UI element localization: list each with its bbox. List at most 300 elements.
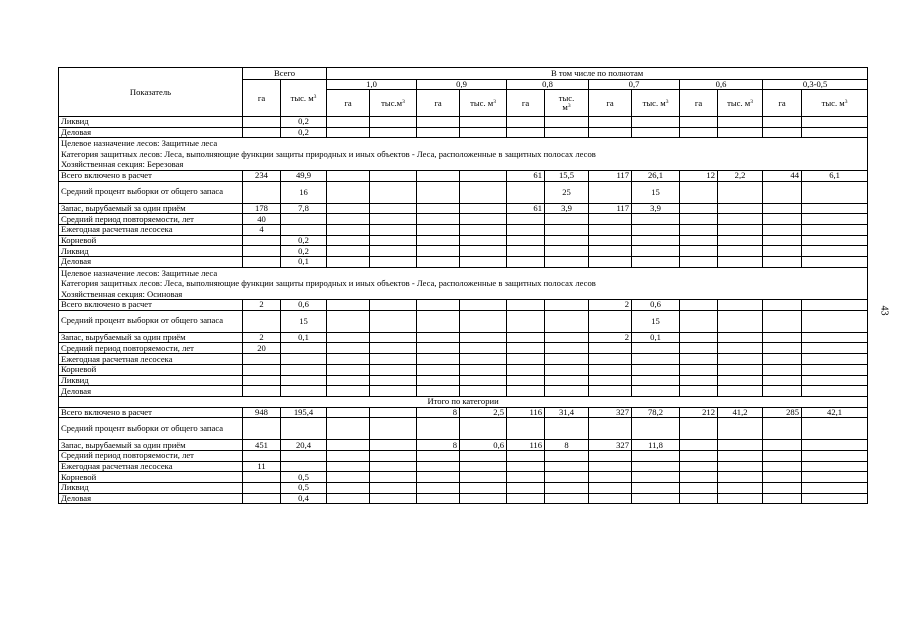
cell-total-m3: 15 [281, 310, 327, 332]
cell-d10-ha [327, 375, 370, 386]
section-header-row [59, 138, 868, 170]
header-1-0-ha: га [327, 90, 370, 117]
cell-d06-ha [680, 343, 718, 354]
cell-d035-ha [763, 127, 802, 138]
header-0-9-m3: тыс. $м^3$ [460, 90, 507, 117]
cell-d10-m3 [370, 235, 417, 246]
cell-d06-m3 [718, 386, 763, 397]
cell-d08-m3 [545, 461, 589, 472]
cell-d09-ha [417, 300, 460, 311]
header-density-0-7: 0,7 [589, 80, 680, 90]
cell-d035-m3 [802, 354, 868, 365]
cell-d07-ha: 117 [589, 203, 632, 214]
cell-total-m3 [281, 354, 327, 365]
cell-d09-m3 [460, 170, 507, 181]
cell-d10-ha [327, 472, 370, 483]
cell-d08-m3: 15,5 [545, 170, 589, 181]
table-row [59, 450, 868, 461]
table-row [59, 364, 868, 375]
table-row [59, 203, 868, 214]
cell-d06-m3 [718, 483, 763, 494]
cell-d10-m3 [370, 310, 417, 332]
cell-total-ha: 11 [243, 461, 281, 472]
cell-d035-m3 [802, 440, 868, 451]
page-number: 43 [878, 305, 890, 316]
cell-d10-ha [327, 440, 370, 451]
cell-d035-ha [763, 461, 802, 472]
cell-d06-m3 [718, 127, 763, 138]
cell-d035-ha [763, 203, 802, 214]
cell-d10-m3 [370, 127, 417, 138]
cell-total-m3: 49,9 [281, 170, 327, 181]
row-label: Запас, вырубаемый за один приём [59, 440, 243, 451]
cell-total-m3: 0,5 [281, 483, 327, 494]
cell-d07-m3 [632, 386, 680, 397]
cell-d09-m3 [460, 461, 507, 472]
cell-d09-ha: 8 [417, 440, 460, 451]
cell-d09-ha [417, 343, 460, 354]
cell-d09-ha [417, 310, 460, 332]
cell-d08-ha [507, 214, 545, 225]
cell-d08-m3 [545, 224, 589, 235]
cell-d08-ha [507, 300, 545, 311]
section-header [59, 138, 868, 170]
cell-total-ha: 451 [243, 440, 281, 451]
cell-d035-m3 [802, 300, 868, 311]
cell-d09-ha: 8 [417, 407, 460, 418]
cell-d06-m3 [718, 117, 763, 128]
cell-d06-ha [680, 354, 718, 365]
table-row [59, 214, 868, 225]
cell-d10-m3 [370, 493, 417, 504]
cell-d10-ha [327, 203, 370, 214]
cell-d06-ha: 212 [680, 407, 718, 418]
cell-d07-ha [589, 450, 632, 461]
cell-total-m3 [281, 450, 327, 461]
cell-d09-ha [417, 386, 460, 397]
cell-d07-m3: 15 [632, 181, 680, 203]
cell-d09-ha [417, 483, 460, 494]
cell-d035-ha [763, 310, 802, 332]
cell-d07-m3: 3,9 [632, 203, 680, 214]
cell-d09-ha [417, 214, 460, 225]
cell-d07-ha: 327 [589, 440, 632, 451]
cell-d035-m3 [802, 375, 868, 386]
cell-total-m3: 0,2 [281, 235, 327, 246]
row-label: Ежегодная расчетная лесосека [59, 461, 243, 472]
section-category: Категория защитных лесов: Леса, выполняющие функции защиты природных и иных объектов - Леса, расположенные в защитных полосах лесов [61, 278, 596, 289]
cell-d07-m3 [632, 354, 680, 365]
cell-d07-m3: 0,6 [632, 300, 680, 311]
cell-d035-ha [763, 235, 802, 246]
cell-total-m3: 0,6 [281, 300, 327, 311]
row-label: Запас, вырубаемый за один приём [59, 203, 243, 214]
cell-total-ha: 40 [243, 214, 281, 225]
cell-d06-m3 [718, 256, 763, 267]
cell-d08-ha [507, 483, 545, 494]
table-row [59, 170, 868, 181]
cell-total-m3 [281, 386, 327, 397]
cell-d09-m3 [460, 375, 507, 386]
cell-d08-ha [507, 127, 545, 138]
cell-total-ha [243, 256, 281, 267]
cell-d06-m3 [718, 343, 763, 354]
cell-d06-ha [680, 256, 718, 267]
table-row [59, 483, 868, 494]
cell-d08-m3 [545, 127, 589, 138]
cell-total-ha: 20 [243, 343, 281, 354]
cell-d09-ha [417, 235, 460, 246]
cell-d09-m3 [460, 483, 507, 494]
table-row [59, 472, 868, 483]
header-0-3-0-5-m3: тыс. $м^3$ [802, 90, 868, 117]
cell-d035-m3 [802, 181, 868, 203]
header-density-0-6: 0,6 [680, 80, 763, 90]
cell-d035-ha [763, 246, 802, 257]
cell-d09-ha [417, 246, 460, 257]
cell-d08-ha: 116 [507, 407, 545, 418]
cell-d07-ha [589, 181, 632, 203]
cell-d08-ha [507, 418, 545, 440]
cell-d09-m3 [460, 224, 507, 235]
cell-total-m3: 0,2 [281, 117, 327, 128]
cell-d10-ha [327, 407, 370, 418]
cell-d10-m3 [370, 256, 417, 267]
cell-d06-ha [680, 214, 718, 225]
cell-total-m3 [281, 364, 327, 375]
cell-d07-ha [589, 483, 632, 494]
cell-d07-ha [589, 418, 632, 440]
header-density-0-9: 0,9 [417, 80, 507, 90]
cell-d08-m3 [545, 117, 589, 128]
cell-d07-m3: 11,8 [632, 440, 680, 451]
header-density-0-3-0-5: 0,3-0,5 [763, 80, 868, 90]
cell-d08-ha [507, 375, 545, 386]
cell-d10-ha [327, 300, 370, 311]
cell-d06-m3 [718, 310, 763, 332]
cell-d035-ha [763, 450, 802, 461]
cell-d08-m3: 8 [545, 440, 589, 451]
cell-d035-m3 [802, 224, 868, 235]
section-name: Хозяйственная секция: Березовая [61, 159, 184, 170]
cell-d035-ha [763, 375, 802, 386]
cell-d08-m3 [545, 343, 589, 354]
cell-d09-m3: 0,6 [460, 440, 507, 451]
cell-d09-m3 [460, 214, 507, 225]
cell-total-ha [243, 310, 281, 332]
cell-d07-ha [589, 235, 632, 246]
cell-d035-ha [763, 256, 802, 267]
cell-d08-m3: 3,9 [545, 203, 589, 214]
cell-total-ha [243, 117, 281, 128]
header-total-ha: га [243, 80, 281, 117]
cell-d10-ha [327, 224, 370, 235]
cell-d035-m3 [802, 117, 868, 128]
cell-d035-m3 [802, 461, 868, 472]
cell-d035-ha [763, 493, 802, 504]
cell-d08-m3 [545, 354, 589, 365]
section-name: Хозяйственная секция: Осиновая [61, 288, 183, 299]
cell-d08-ha [507, 332, 545, 343]
cell-d06-ha [680, 472, 718, 483]
cell-d10-m3 [370, 418, 417, 440]
cell-total-ha [243, 127, 281, 138]
row-label: Средний процент выборки от общего запаса [59, 181, 243, 203]
cell-d07-m3 [632, 364, 680, 375]
row-label: Ликвид [59, 117, 243, 128]
cell-d06-ha [680, 375, 718, 386]
cell-d07-ha [589, 127, 632, 138]
cell-d08-m3 [545, 300, 589, 311]
cell-d035-m3 [802, 127, 868, 138]
table-row [59, 343, 868, 354]
cell-total-m3: 0,2 [281, 246, 327, 257]
cell-d035-ha [763, 214, 802, 225]
cell-d07-ha [589, 256, 632, 267]
cell-d10-m3 [370, 343, 417, 354]
cell-d08-ha [507, 461, 545, 472]
cell-total-m3 [281, 343, 327, 354]
cell-d10-m3 [370, 332, 417, 343]
cell-d035-m3 [802, 493, 868, 504]
cell-d07-m3 [632, 214, 680, 225]
cell-d06-m3 [718, 461, 763, 472]
cell-d08-m3: 25 [545, 181, 589, 203]
cell-d06-ha: 12 [680, 170, 718, 181]
table-row [59, 386, 868, 397]
row-label: Корневой [59, 472, 243, 483]
section-category: Категория защитных лесов: Леса, выполняющие функции защиты природных и иных объектов - Леса, расположенные в защитных полосах лесов [61, 148, 596, 159]
cell-d07-m3: 78,2 [632, 407, 680, 418]
cell-d10-m3 [370, 440, 417, 451]
cell-d10-ha [327, 256, 370, 267]
row-label: Ликвид [59, 483, 243, 494]
cell-d08-m3 [545, 310, 589, 332]
cell-d06-m3 [718, 472, 763, 483]
cell-total-ha: 2 [243, 300, 281, 311]
cell-d06-ha [680, 483, 718, 494]
cell-d08-ha [507, 364, 545, 375]
cell-d07-ha: 117 [589, 170, 632, 181]
cell-total-m3: 0,1 [281, 332, 327, 343]
cell-d09-ha [417, 450, 460, 461]
cell-d08-m3 [545, 246, 589, 257]
cell-d06-m3 [718, 214, 763, 225]
cell-d08-m3 [545, 214, 589, 225]
cell-d08-ha [507, 246, 545, 257]
table-row [59, 332, 868, 343]
cell-d035-ha [763, 440, 802, 451]
cell-d06-m3 [718, 203, 763, 214]
cell-d08-m3 [545, 386, 589, 397]
cell-total-ha [243, 354, 281, 365]
table-row [59, 461, 868, 472]
header-0-8-ha: га [507, 90, 545, 117]
table-row [59, 310, 868, 332]
category-total-row [59, 396, 868, 407]
cell-d07-m3 [632, 493, 680, 504]
row-label: Средний процент выборки от общего запаса [59, 418, 243, 440]
cell-d07-ha [589, 364, 632, 375]
cell-d035-ha [763, 343, 802, 354]
cell-d07-ha: 2 [589, 300, 632, 311]
cell-d07-m3 [632, 235, 680, 246]
cell-d10-m3 [370, 300, 417, 311]
cell-total-ha: 948 [243, 407, 281, 418]
table-row [59, 181, 868, 203]
cell-total-m3: 195,4 [281, 407, 327, 418]
cell-d08-m3 [545, 418, 589, 440]
cell-d09-ha [417, 127, 460, 138]
cell-d08-ha: 116 [507, 440, 545, 451]
cell-d06-m3 [718, 224, 763, 235]
row-label: Деловая [59, 127, 243, 138]
cell-d10-m3 [370, 224, 417, 235]
table-row [59, 127, 868, 138]
cell-total-m3 [281, 461, 327, 472]
cell-d035-m3 [802, 203, 868, 214]
cell-d035-m3: 42,1 [802, 407, 868, 418]
section-purpose: Целевое назначение лесов: Защитные леса [61, 138, 218, 149]
cell-d09-ha [417, 332, 460, 343]
cell-d09-m3 [460, 310, 507, 332]
cell-total-m3: 0,5 [281, 472, 327, 483]
table-row [59, 300, 868, 311]
cell-d07-m3 [632, 343, 680, 354]
cell-d06-ha [680, 461, 718, 472]
cell-d035-m3 [802, 332, 868, 343]
cell-d09-ha [417, 493, 460, 504]
cell-d10-m3 [370, 375, 417, 386]
cell-total-m3: 16 [281, 181, 327, 203]
cell-d09-ha [417, 461, 460, 472]
header-0-3-0-5-ha: га [763, 90, 802, 117]
cell-total-m3 [281, 418, 327, 440]
cell-d10-m3 [370, 483, 417, 494]
cell-d07-m3 [632, 461, 680, 472]
cell-d07-ha [589, 224, 632, 235]
cell-total-ha [243, 375, 281, 386]
cell-d035-m3 [802, 364, 868, 375]
row-label: Корневой [59, 364, 243, 375]
row-label: Всего включено в расчет [59, 170, 243, 181]
cell-d08-ha [507, 450, 545, 461]
table-row [59, 117, 868, 128]
cell-d08-ha [507, 235, 545, 246]
header-0-9-ha: га [417, 90, 460, 117]
cell-d09-ha [417, 375, 460, 386]
cell-d035-m3: 6,1 [802, 170, 868, 181]
cell-total-ha [243, 472, 281, 483]
cell-d035-m3 [802, 483, 868, 494]
header-total: Всего [243, 68, 327, 80]
cell-total-m3 [281, 224, 327, 235]
cell-d06-m3 [718, 418, 763, 440]
cell-d07-ha [589, 246, 632, 257]
cell-d09-m3 [460, 181, 507, 203]
table-row [59, 418, 868, 440]
cell-d06-m3 [718, 375, 763, 386]
cell-d08-m3 [545, 450, 589, 461]
cell-d035-ha [763, 364, 802, 375]
cell-total-m3 [281, 214, 327, 225]
row-label: Корневой [59, 235, 243, 246]
cell-d09-m3 [460, 117, 507, 128]
row-label: Ежегодная расчетная лесосека [59, 224, 243, 235]
cell-d10-ha [327, 483, 370, 494]
row-label: Деловая [59, 256, 243, 267]
cell-d06-ha [680, 493, 718, 504]
cell-d10-ha [327, 246, 370, 257]
cell-d07-ha [589, 461, 632, 472]
cell-d10-m3 [370, 181, 417, 203]
cell-total-ha [243, 246, 281, 257]
cell-d09-m3 [460, 246, 507, 257]
cell-d06-m3 [718, 181, 763, 203]
cell-d08-ha [507, 472, 545, 483]
cell-d09-ha [417, 224, 460, 235]
cell-d035-m3 [802, 418, 868, 440]
cell-d07-ha [589, 472, 632, 483]
cell-total-m3: 0,2 [281, 127, 327, 138]
cell-d08-m3 [545, 332, 589, 343]
cell-total-ha: 2 [243, 332, 281, 343]
table-header [59, 68, 868, 117]
cell-d08-m3: 31,4 [545, 407, 589, 418]
cell-d09-m3 [460, 364, 507, 375]
cell-d09-m3 [460, 332, 507, 343]
cell-d035-ha [763, 418, 802, 440]
row-label: Всего включено в расчет [59, 300, 243, 311]
cell-d08-ha [507, 117, 545, 128]
cell-d10-ha [327, 235, 370, 246]
cell-total-ha [243, 450, 281, 461]
cell-d07-m3 [632, 483, 680, 494]
cell-d08-ha [507, 354, 545, 365]
cell-d10-m3 [370, 214, 417, 225]
section-purpose: Целевое назначение лесов: Защитные леса [61, 267, 218, 278]
cell-d08-ha [507, 181, 545, 203]
header-0-6-ha: га [680, 90, 718, 117]
cell-total-ha: 4 [243, 224, 281, 235]
cell-d08-m3 [545, 256, 589, 267]
header-0-8-m3: тыс. $м^3$ [545, 90, 589, 117]
cell-d08-m3 [545, 375, 589, 386]
cell-total-ha [243, 418, 281, 440]
cell-d035-ha: 44 [763, 170, 802, 181]
cell-total-ha [243, 493, 281, 504]
cell-d08-m3 [545, 493, 589, 504]
cell-d10-m3 [370, 450, 417, 461]
cell-d10-m3 [370, 354, 417, 365]
cell-d06-m3 [718, 450, 763, 461]
cell-d06-m3 [718, 440, 763, 451]
cell-d08-m3 [545, 472, 589, 483]
cell-d10-ha [327, 332, 370, 343]
cell-d07-m3 [632, 472, 680, 483]
cell-d035-ha [763, 224, 802, 235]
cell-d10-m3 [370, 364, 417, 375]
table-body [59, 117, 868, 504]
cell-d09-ha [417, 203, 460, 214]
cell-d06-ha [680, 418, 718, 440]
cell-d10-m3 [370, 386, 417, 397]
cell-d07-m3: 26,1 [632, 170, 680, 181]
cell-d06-ha [680, 127, 718, 138]
cell-d06-m3 [718, 332, 763, 343]
cell-d09-ha [417, 472, 460, 483]
cell-d035-ha [763, 117, 802, 128]
